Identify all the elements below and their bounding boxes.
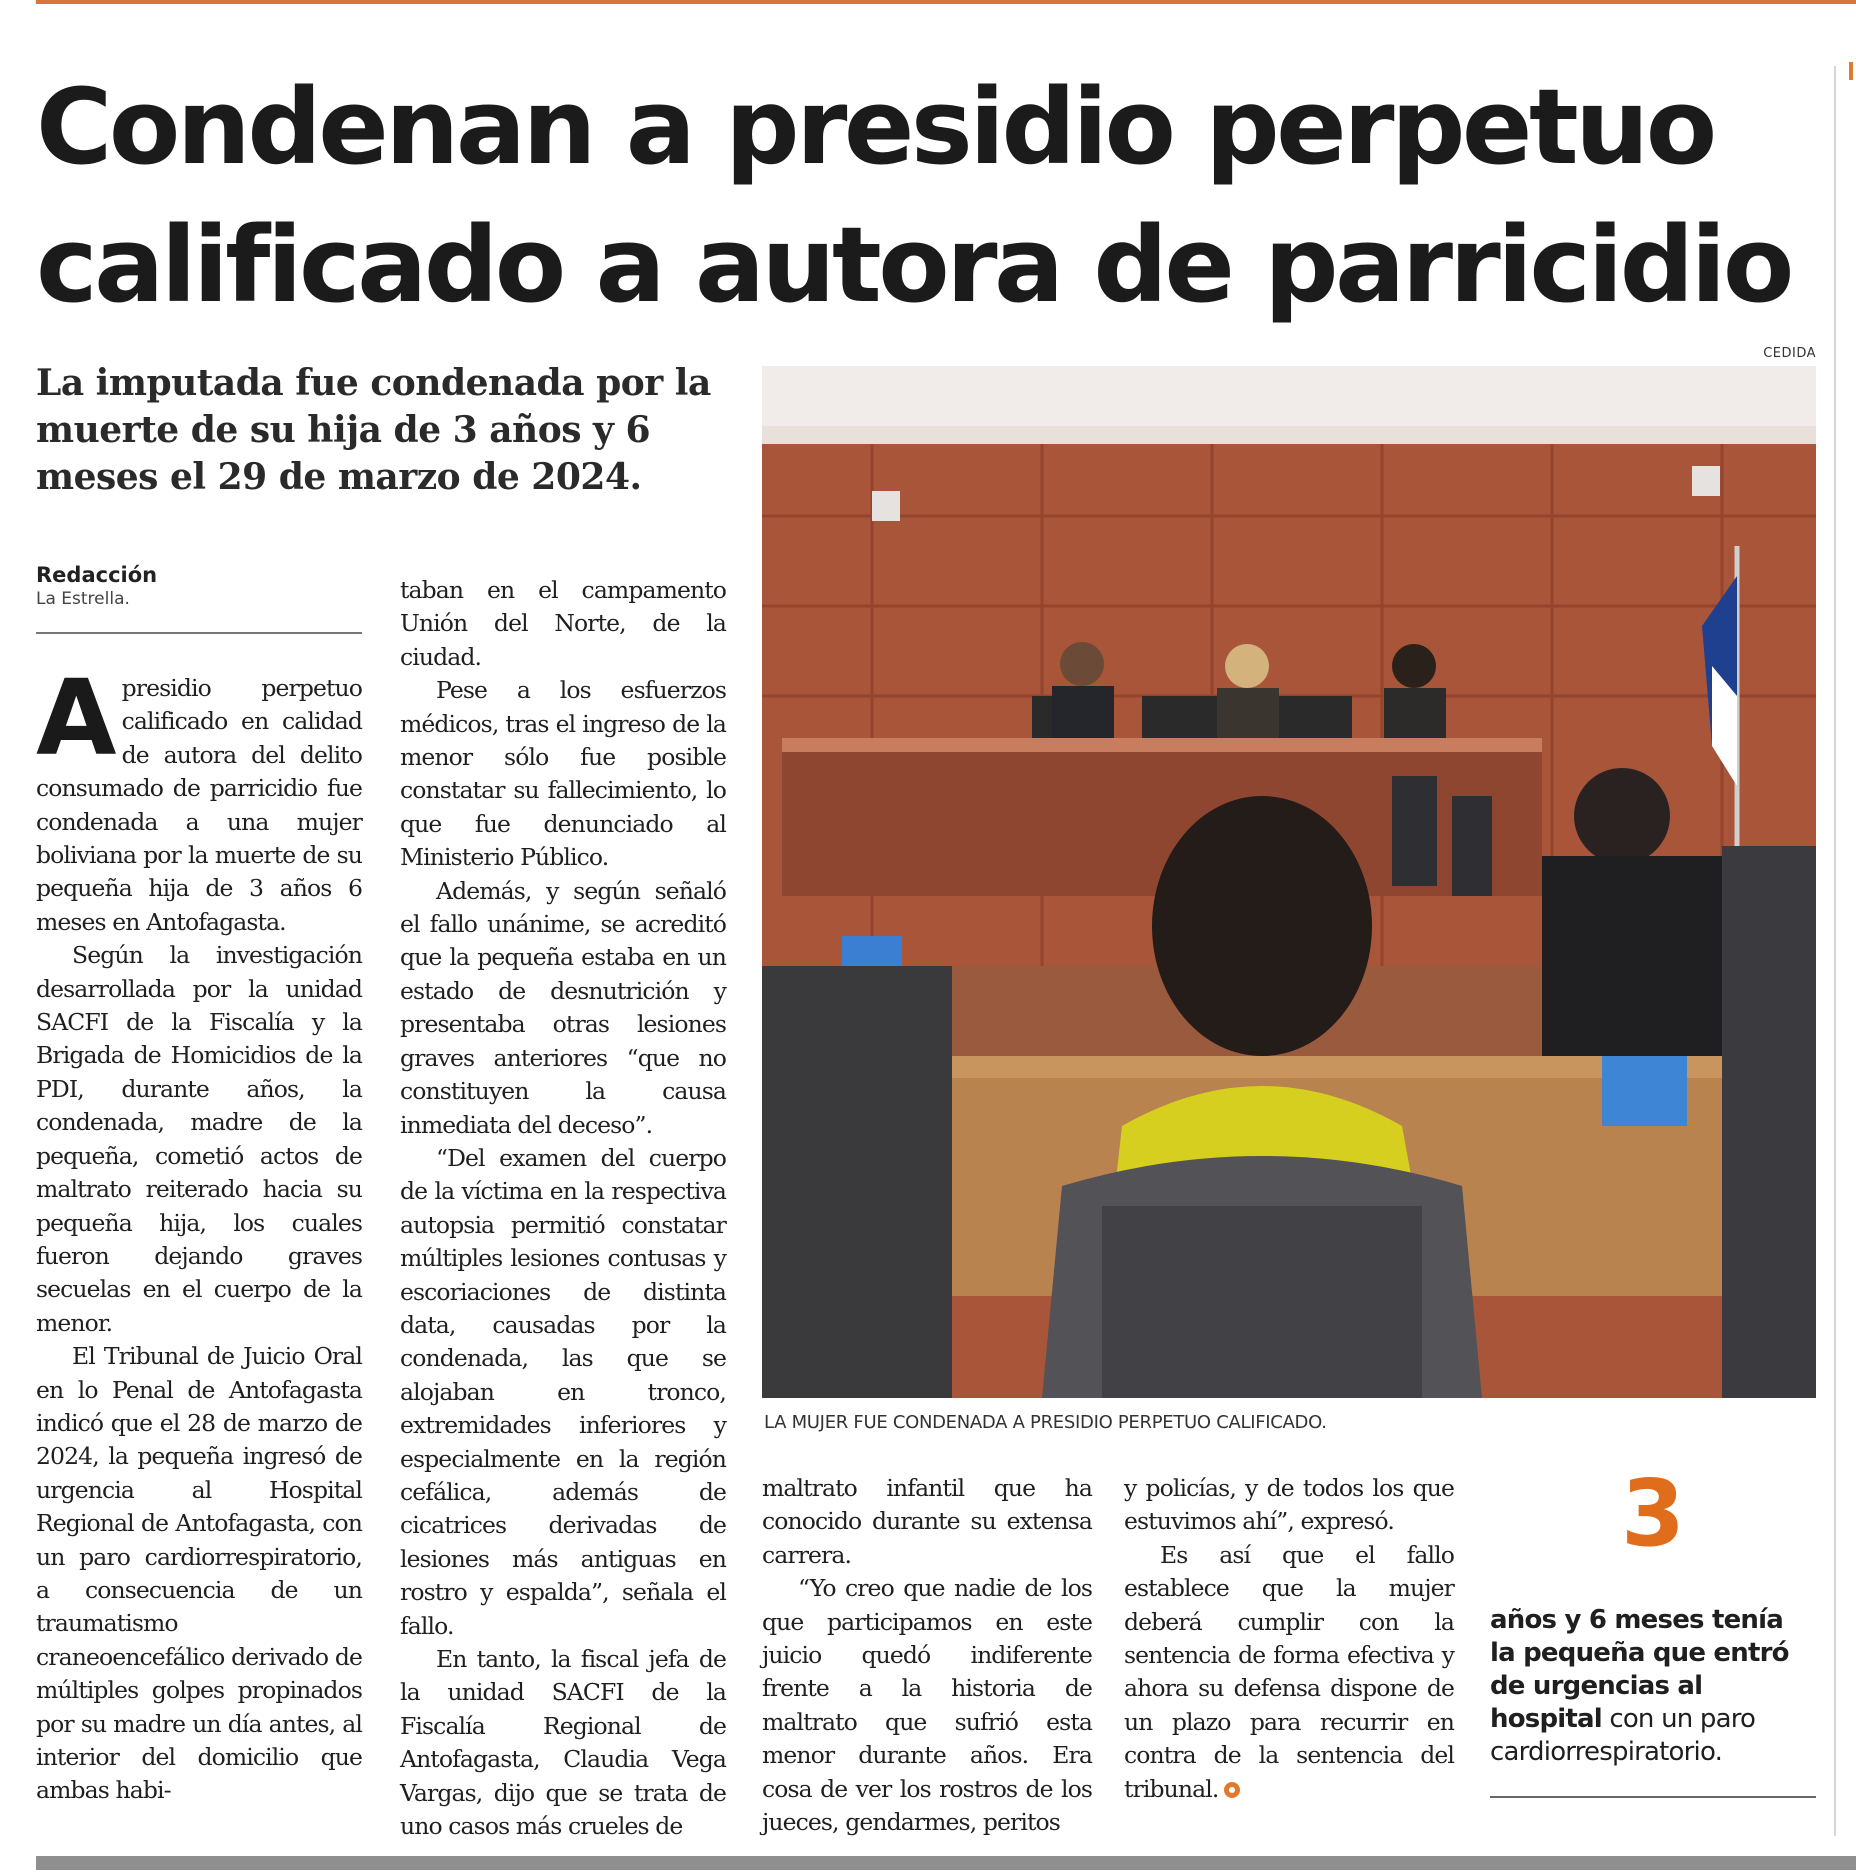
right-column-rule: [1834, 66, 1836, 1836]
stat-rule: [1490, 1796, 1816, 1798]
headline-line-1: Condenan a presidio perpetuo: [36, 66, 1714, 188]
article-paragraph: taban en el campamento Unión del Norte, de la ciudad.: [400, 576, 726, 671]
article-column-4: [1124, 1472, 1454, 1806]
courtroom-photo: [762, 366, 1816, 1398]
byline-outlet: La Estrella.: [36, 589, 130, 609]
byline-author: Redacción: [36, 563, 158, 587]
photo-credit: CEDIDA: [1763, 346, 1816, 361]
article-paragraph: [1124, 1539, 1454, 1806]
top-accent-rule: [36, 0, 1856, 4]
paragraph-text: presidio perpetuo calificado en calidad de autora del delito consumado de parricidio fue condenada a una mujer boliviana por la muerte de su pequeña hija de 3 años 6 meses en Antofagasta.: [36, 674, 362, 936]
article-paragraph: El Tribunal de Juicio Oral en lo Penal de Antofagasta indicó que el 28 de marzo de 2024, la pequeña ingresó de urgencia al Hospital Regional de Antofagasta, con un paro cardiorrespiratorio, a consecuencia de un traumatismo craneoencefálico derivado de múltiples golpes propinados por su madre un día antes, al interior del domicilio que ambas habi-: [36, 1342, 362, 1805]
stat-description-regular: con un paro cardiorrespiratorio.: [1490, 1704, 1756, 1767]
headline-line-2: calificado a autora de parricidio: [36, 204, 1791, 326]
article-paragraph: Pese a los esfuerzos médicos, tras el ingreso de la menor sólo fue posible constatar su fallecimiento, lo que fue denunciado al Ministerio Público.: [400, 676, 726, 872]
article-paragraph: y policías, y de todos los que estuvimos ahí”, expresó.: [1124, 1474, 1454, 1536]
article-column-3: [762, 1472, 1092, 1839]
article-paragraph: Además, y según señaló el fallo unánime, se acreditó que la pequeña estaba en un estado de desnutrición y presentaba otras lesiones graves anteriores “que no constituyen la causa inmediata del deceso”.: [400, 876, 726, 1139]
drop-cap: A: [36, 657, 116, 779]
byline-rule: [36, 632, 362, 634]
headline: [36, 58, 1826, 334]
article-column-1: [36, 657, 362, 1808]
article-paragraph: En tanto, la fiscal jefa de la unidad SACFI de la Fiscalía Regional de Antofagasta, Claudia Vega Vargas, dijo que se trata de uno casos más crueles de: [400, 1645, 726, 1841]
deck-subtitle: La imputada fue condenada por la muerte de su hija de 3 años y 6 meses el 29 de marzo de 2024.: [36, 362, 711, 498]
photo-caption: LA MUJER FUE CONDENADA A PRESIDIO PERPETUO CALIFICADO.: [764, 1412, 1327, 1433]
paragraph-text: Es así que el fallo establece que la mujer deberá cumplir con la sentencia de forma efectiva y ahora su defensa dispone de un plazo para recurrir en contra de la sentencia del tribunal.: [1124, 1540, 1454, 1803]
article-paragraph: “Del examen del cuerpo de la víctima en la respectiva autopsia permitió constatar múltiples lesiones contusas y escoriaciones de distinta data, causadas por la condenada, las que se alojaban en tronco, extremidades inferiores y especialmente en la región cefálica, además de cicatrices derivadas de lesiones más antiguas en rostro y espalda”, señala el fallo.: [400, 1143, 726, 1640]
byline: [36, 562, 362, 610]
bottom-bar: [36, 1856, 1856, 1870]
right-accent-mark: [1849, 62, 1853, 80]
article-paragraph: [36, 657, 362, 939]
article-paragraph: maltrato infantil que ha conocido durante su extensa carrera.: [762, 1474, 1092, 1569]
stat-number: 3: [1620, 1460, 1685, 1567]
article-paragraph: Según la investigación desarrollada por la unidad SACFI de la Fiscalía y la Brigada de Homicidios de la PDI, durante años, la condenada, madre de la pequeña, cometió actos de maltrato reiterado hacia su pequeña hija, los cuales fueron dejando graves secuelas en el cuerpo de la menor.: [36, 941, 362, 1337]
article-paragraph: “Yo creo que nadie de los que participamos en este juicio quedó indiferente frente a la historia de maltrato que sufrió esta menor durante años. Era cosa de ver los rostros de los jueces, gendarmes, peritos: [762, 1574, 1092, 1837]
end-of-article-icon: [1224, 1782, 1240, 1798]
article-column-2: [400, 574, 726, 1843]
stat-description: [1490, 1604, 1816, 1769]
stat-description-bold: años y 6 meses tenía la pequeña que entró de urgencias al hospital: [1490, 1605, 1789, 1734]
courtroom-illustration: [762, 366, 1816, 1398]
